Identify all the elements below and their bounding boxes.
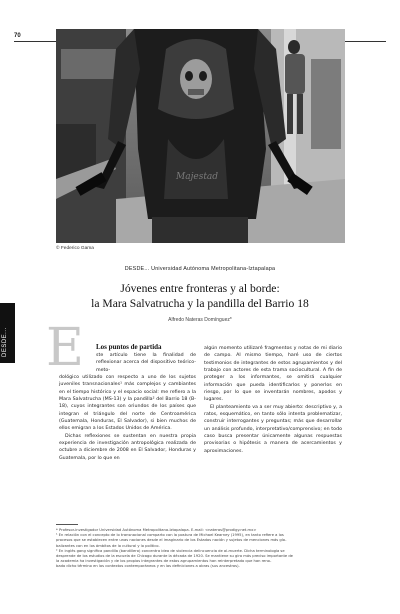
footnote: ² En inglés gang significa pandilla (bandillero) concentra idea de violencia delincuencia de al-muerte. Dicha terminología se: [56, 548, 285, 553]
photo-illustration: [56, 29, 345, 243]
footnote: * Profesor-investigador Universidad Autónoma Metropolitana-Iztapalapa. E-mail: <nateras@prodigy.net.mx>: [56, 528, 257, 532]
footnote: balizantes con en los ámbitos de lo cultural y lo político.: [56, 543, 160, 548]
lead-heading: Los puntos de partida: [96, 343, 162, 351]
footnote: la academia ha investigación y de los propios integrantes de estos agrupamientos han reinterpretado que han reno-: [56, 559, 272, 564]
paragraph: algún momento utilizaré fragmentos y notas de mi diario de campo. Al mismo tiempo, haré uso de ciertos testimonios de integrantes de estos agrupamientos y del trabajo con actores de esta trama sociocultural. A fin de proteger a los informantes, se omitirá cualquier información que pueda identificarlos y ponerlos en riesgo, por lo que se inventarán nombres, apodos y lugares.: [204, 346, 342, 403]
section-label: DESDE... Universidad Autónoma Metropolitana-Iztapalapa: [124, 266, 276, 272]
paragraph: El planteamiento va a ser muy abierto: descriptivo y, a ratos, esquemático, en tanto sólo intenta problematizar, construir interrogantes y preguntas; más que desarrollar un análisis profundo, interpretativo/comprensivo; en todo caso busca presentar únicamente algunas respuestas provisorias o hipótesis a manera de acercamientos y aproximaciones.: [204, 404, 342, 454]
footnote: bado dicho término en los contextos contemporáneos y en las definiciones a obras (sus ancestros).: [56, 564, 240, 569]
footnote: desprende de los estudios de la escuela de Chicago durante la década de 1920. Se mantiene su giro más preciso importante de: [56, 554, 293, 559]
footnote: procesos que se establecen entre unas naciones desde el imaginario de los Estados nación y sujetos de menciones más glo-: [56, 538, 287, 543]
column-left: [59, 345, 196, 462]
svg-text:Majestad: Majestad: [176, 172, 219, 182]
footnote-rule: [56, 524, 78, 525]
title-line-1: Jóvenes entre fronteras y al borde:: [120, 282, 280, 295]
footnote: ¹ En relación con el concepto de lo transnacional comparto con la postura de Michael Kearney (1995), en tanto refiere a los: [56, 533, 284, 538]
drop-cap: E: [46, 318, 84, 378]
side-tab-label: DESDE...: [2, 327, 8, 357]
side-rule: [14, 303, 15, 363]
column-right: [204, 345, 342, 455]
section-side-tab: [0, 303, 14, 363]
paragraph: dológico utilizado con respecto a uno de los sujetos juveniles transnacionales¹ más complejos y cambiantes en el tiempo histórico y el espacio social: me refiero a la Mara Salvatrucha (MS-13) y la pandilla² del Barrio 18 (B-18), cuyos integrantes son oriundos de los países que integran el triángulo del norte de Centroamérica (Guatemala, Honduras, El Salvador), si bien muchos de ellos emigran a los Estados Unidos de América.: [59, 375, 196, 432]
paragraph: Dichas reflexiones se sustentan en nuestra propia experiencia de investigación antropológica realizada de octubre a diciembre de 2008 en El Salvador, Honduras y Guatemala, por lo que en: [59, 433, 196, 461]
photo-credit: © Federico Gama: [56, 246, 94, 251]
page-number: 70: [14, 33, 21, 39]
footnotes: [56, 528, 344, 570]
lead-text: ste artículo tiene la finalidad de reflexionar acerca del dispositivo teórico-meto-: [96, 353, 196, 373]
title-line-2: la Mara Salvatrucha y la pandilla del Barrio 18: [91, 296, 309, 310]
article-title: [40, 282, 360, 311]
article-author: Alfredo Nateras Domínguez*: [168, 317, 232, 323]
article-photo: [56, 29, 345, 243]
